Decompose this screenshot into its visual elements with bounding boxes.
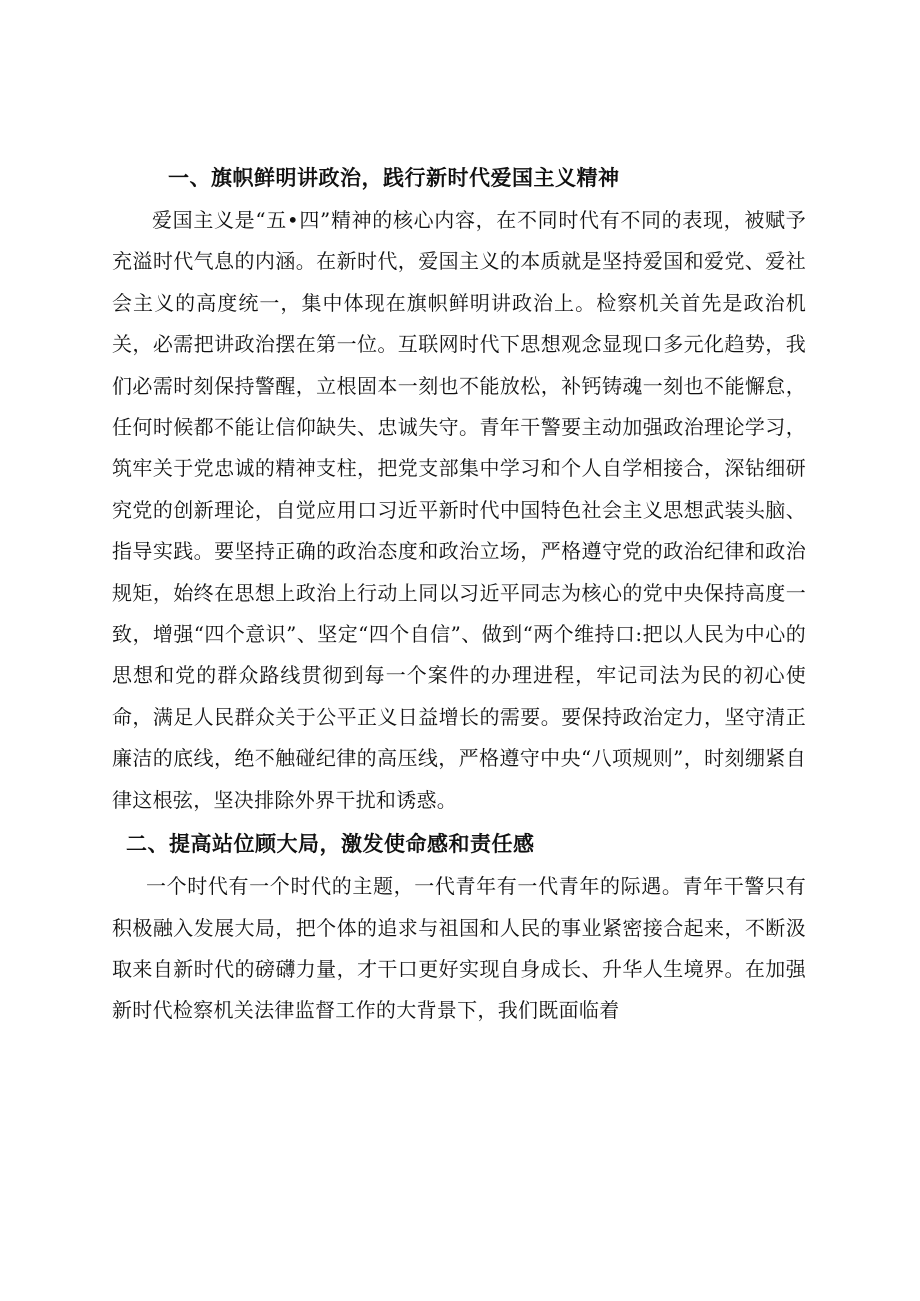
- section-paragraph-2: 一个时代有一个时代的主题，一代青年有一代青年的际遇。青年干警只有积极融入发展大局，把个体的追求与祖国和人民的事业紧密接合起来，不断汲取来自新时代的磅礴力量，才干口更好实现自身成长、升华人生境界。在加强新时代检察机关法律监督工作的大背景下，我们既面临着: [112, 874, 806, 1023]
- section-heading-1: 一、旗帜鲜明讲政治，践行新时代爱国主义精神: [168, 166, 620, 190]
- section-paragraph-1: 爱国主义是“五•四”精神的核心内容，在不同时代有不同的表现，被赋予充溢时代气息的内涵。在新时代，爱国主义的本质就是坚持爱国和爱党、爱社会主义的高度统一，集中体现在旗帜鲜明讲政治上。检察机关首先是政治机关，必需把讲政治摆在第一位。互联网时代下思想观念显现口多元化趋势，我们必需时刻保持警醒，立根固本一刻也不能放松，补钙铸魂一刻也不能懈怠，任何时候都不能让信仰缺失、忠诚失守。青年干警要主动加强政治理论学习，筑牢关于党忠诚的精神支柱，把党支部集中学习和个人自学相接合，深钻细研究党的创新理论，自觉应用口习近平新时代中国特色社会主义思想武装头脑、指导实践。要坚持正确的政治态度和政治立场，严格遵守党的政治纪律和政治规矩，始终在思想上政治上行动上同以习近平同志为核心的党中央保持高度一致，增强“四个意识”、坚定“四个自信”、做到“两个维持口:把以人民为中心的思想和党的群众路线贯彻到每一个案件的办理进程，牢记司法为民的初心使命，满足人民群众关于公平正义日益增长的需要。要保持政治定力，坚守清正廉洁的底线，绝不触碰纪律的高压线，严格遵守中央“八项规则”，时刻绷紧自律这根弦，坚决排除外界干扰和诱惑。: [112, 208, 806, 812]
- section-heading-2: 二、提高站位顾大局，激发使命感和责任感: [126, 832, 535, 857]
- document-body: [112, 156, 806, 1032]
